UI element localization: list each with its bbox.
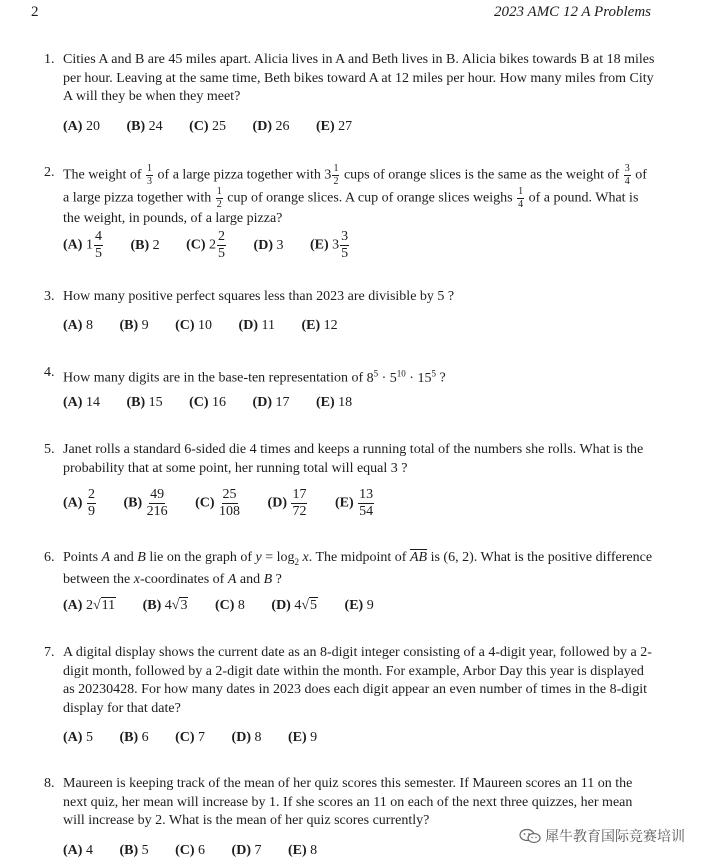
- option-c: (C) 7: [175, 730, 206, 745]
- option-d: (D) 17: [252, 395, 290, 410]
- option-a: (A) 8: [63, 318, 93, 333]
- question-number: 6.: [44, 550, 55, 565]
- question-4: [44, 364, 656, 388]
- wechat-icon: [519, 828, 541, 844]
- option-b: (B) 6: [119, 730, 149, 745]
- option-a: (A) 1 $\frac{4}{5}$: [63, 229, 102, 261]
- option-d: (D) 8: [231, 730, 262, 745]
- answer-choices-2: [63, 230, 373, 261]
- question-3: [44, 288, 656, 307]
- fraction: $\frac{1}{3}$: [147, 163, 153, 187]
- option-c: (C) 10: [175, 318, 213, 333]
- option-e: (E) 27: [315, 119, 353, 134]
- option-a: (A) 2√11: [63, 598, 116, 613]
- question-number: 2.: [44, 165, 55, 180]
- option-e: (E) 8: [287, 843, 318, 858]
- option-e: (E) 12: [301, 318, 338, 333]
- option-c: (C) $\frac{25}{108}$: [195, 487, 241, 519]
- option-d: (D) 11: [238, 318, 275, 333]
- question-8: [44, 775, 656, 831]
- answer-choices-7: [63, 730, 340, 746]
- option-b: (B) 15: [126, 395, 163, 410]
- answer-choices-1: [63, 119, 375, 135]
- question-number: 1.: [44, 52, 55, 67]
- option-a: (A) 14: [63, 395, 100, 410]
- question-text: How many positive perfect squares less than 2023 are divisible by 5 ?: [63, 289, 455, 304]
- watermark-text: 犀牛教育国际竞赛培训: [545, 829, 685, 845]
- fraction: $\frac{3}{4}$: [624, 163, 630, 187]
- question-number: 4.: [44, 365, 55, 380]
- question-text: Points A and B lie on the graph of $y = \log_2 x$. The midpoint of $\overline{AB}$ is (6, 2). What is the positive difference between the x-coordinates of A and B ?: [63, 550, 653, 588]
- fraction: $\frac{1}{2}$: [333, 163, 339, 187]
- question-number: 8.: [44, 776, 55, 791]
- option-e: (E) 3 $\frac{3}{5}$: [309, 229, 349, 261]
- option-d: (D) $\frac{17}{72}$: [267, 487, 307, 519]
- question-text: A digital display shows the current date as an 8-digit integer consisting of a 4-digit year, followed by a 2-digit month, followed by a 2-digit date within the month. For example, Arbor Day this year is displayed as 20230428. For how many dates in 2023 does each digit appear an even number of times in the 8-digit display for that date?: [63, 645, 652, 716]
- question-text: How many digits are in the base-ten representation of $8^5 \cdot 5^{10} \cdot 15^5$ ?: [63, 368, 446, 386]
- option-e: (E) 9: [287, 730, 318, 745]
- question-text: Janet rolls a standard 6-sided die 4 times and keeps a running total of the numbers she rolls. What is the probability that at some point, her running total will equal 3 ?: [63, 442, 644, 476]
- question-5: [44, 441, 656, 478]
- option-e: (E) $\frac{13}{54}$: [334, 487, 374, 519]
- answer-choices-4: [63, 395, 375, 411]
- fraction: $\frac{1}{4}$: [518, 186, 524, 210]
- question-2: [44, 164, 656, 229]
- question-1: [44, 51, 656, 107]
- option-d: (D) 26: [252, 119, 290, 134]
- option-b: (B) 4√3: [142, 598, 188, 613]
- question-6: [44, 549, 656, 590]
- answer-choices-3: [63, 318, 361, 334]
- fraction: $\frac{1}{2}$: [216, 186, 222, 210]
- option-b: (B) 5: [119, 843, 149, 858]
- question-text: The weight of $\frac{1}{3}$ of a large pizza together with 3 $\frac{1}{2}$ cups of orange slices is the same as the weight of $\frac{3}{4}$ of a large pizza together with $\frac{1}{2}$ cup of orange slices. A cup of orange slices weighs $\frac{1}{4}$ of a pound. What is the weight, in pounds, of a large pizza?: [63, 163, 647, 226]
- answer-choices-5: [63, 488, 398, 519]
- question-number: 5.: [44, 442, 55, 457]
- option-b: (B) $\frac{49}{216}$: [123, 487, 168, 519]
- option-d: (D) 3: [253, 237, 284, 253]
- option-a: (A) 20: [63, 119, 100, 134]
- option-a: (A) $\frac{2}{9}$: [63, 487, 95, 519]
- option-c: (C) 25: [189, 119, 227, 134]
- option-e: (E) 9: [344, 598, 374, 613]
- math-expression: $8^5 \cdot 5^{10} \cdot 15^5$: [366, 368, 436, 386]
- running-head: 2023 AMC 12 A Problems: [494, 4, 651, 20]
- question-number: 3.: [44, 289, 55, 304]
- watermark: [519, 826, 685, 846]
- answer-choices-8: [63, 843, 340, 859]
- option-a: (A) 4: [63, 843, 93, 858]
- option-a: (A) 5: [63, 730, 93, 745]
- option-b: (B) 2: [130, 237, 160, 253]
- question-number: 7.: [44, 645, 55, 660]
- option-b: (B) 24: [126, 119, 163, 134]
- option-e: (E) 18: [315, 395, 353, 410]
- question-text: Maureen is keeping track of the mean of her quiz scores this semester. If Maureen scores an 11 on the next quiz, her mean will increase by 1. If she scores an 11 on each of the next three quizzes, her mean will increase by 2. What is the mean of her quiz scores currently?: [63, 776, 633, 828]
- page-number: 2: [31, 4, 39, 20]
- option-d: (D) 7: [231, 843, 262, 858]
- option-b: (B) 9: [119, 318, 149, 333]
- question-text: Cities A and B are 45 miles apart. Alicia lives in A and Beth lives in B. Alicia bikes towards B at 18 miles per hour. Leaving at the same time, Beth bikes toward A at 12 miles per hour. How many miles from City A will they be when they meet?: [63, 52, 655, 104]
- option-c: (C) 2 $\frac{2}{5}$: [186, 229, 226, 261]
- question-7: [44, 644, 656, 718]
- option-c: (C) 8: [214, 598, 245, 613]
- answer-choices-6: [63, 598, 397, 614]
- option-c: (C) 16: [189, 395, 227, 410]
- option-d: (D) 4√5: [271, 598, 318, 613]
- option-c: (C) 6: [175, 843, 206, 858]
